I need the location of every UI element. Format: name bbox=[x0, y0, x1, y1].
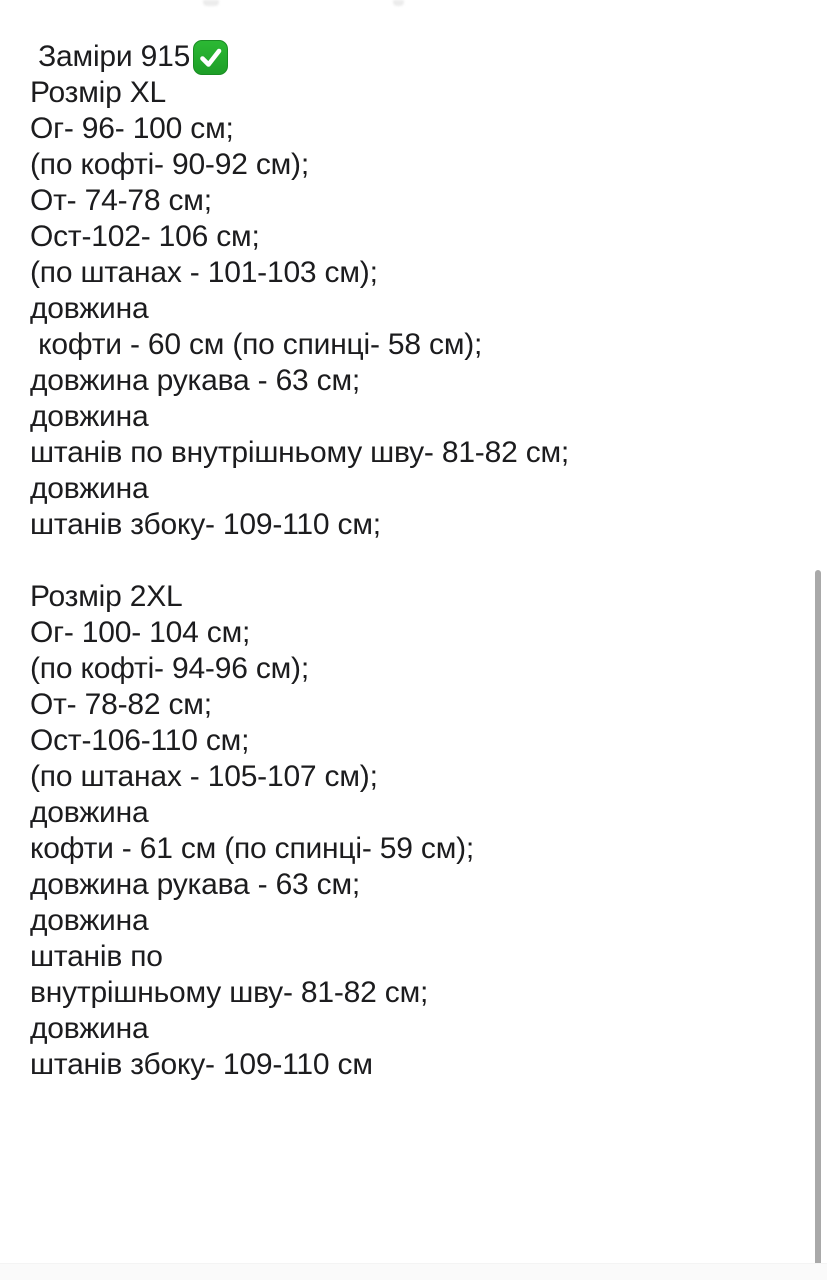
size-heading: Розмір 2XL bbox=[30, 580, 183, 613]
measurement-line: довжина bbox=[30, 796, 149, 829]
blank-line bbox=[30, 543, 787, 579]
measurement-line: Ост-106-110 см; bbox=[30, 724, 250, 757]
measurement-line: (по штанах - 101-103 см); bbox=[30, 256, 378, 289]
measurement-line: штанів збоку- 109-110 см; bbox=[30, 508, 381, 541]
measurement-line: штанів по внутрішньому шву- 81-82 см; bbox=[30, 436, 570, 469]
measurement-line: (по кофті- 90-92 см); bbox=[30, 148, 309, 181]
measurement-line: кофти - 61 см (по спинці- 59 см); bbox=[30, 832, 475, 865]
measurement-line: Ог- 96- 100 см; bbox=[30, 112, 234, 145]
measurement-line: От- 74-78 см; bbox=[30, 184, 212, 217]
measurement-line: штанів по bbox=[30, 940, 163, 973]
measurement-line: Ост-102- 106 см; bbox=[30, 220, 260, 253]
measurement-line: довжина bbox=[30, 1012, 149, 1045]
check-mark-icon bbox=[192, 39, 229, 76]
capture-bottom-edge bbox=[0, 1263, 827, 1280]
measurement-line: довжина bbox=[30, 472, 149, 505]
measurement-line: внутрішньому шву- 81-82 см; bbox=[30, 976, 429, 1009]
measurement-line: довжина bbox=[30, 400, 149, 433]
measurement-line: довжина рукава - 63 см; bbox=[30, 868, 361, 901]
size-heading: Розмір XL bbox=[30, 76, 166, 109]
measurement-line: штанів збоку- 109-110 см bbox=[30, 1048, 373, 1081]
cropped-content-artifact bbox=[203, 0, 219, 6]
page-title: Заміри 915 bbox=[30, 39, 191, 73]
scrollbar-thumb[interactable] bbox=[815, 570, 821, 1272]
measurement-line: (по штанах - 105-107 см); bbox=[30, 760, 378, 793]
measurement-line: довжина bbox=[30, 292, 149, 325]
title-line bbox=[30, 38, 787, 75]
measurement-line: кофти - 60 см (по спинці- 58 см); bbox=[30, 328, 483, 361]
measurement-line: Ог- 100- 104 см; bbox=[30, 616, 251, 649]
measurement-line: (по кофті- 94-96 см); bbox=[30, 652, 309, 685]
measurements-text-block bbox=[30, 38, 787, 1083]
measurement-line: От- 78-82 см; bbox=[30, 688, 212, 721]
cropped-content-artifact bbox=[393, 0, 404, 6]
measurement-line: довжина bbox=[30, 904, 149, 937]
measurement-line: довжина рукава - 63 см; bbox=[30, 364, 361, 397]
